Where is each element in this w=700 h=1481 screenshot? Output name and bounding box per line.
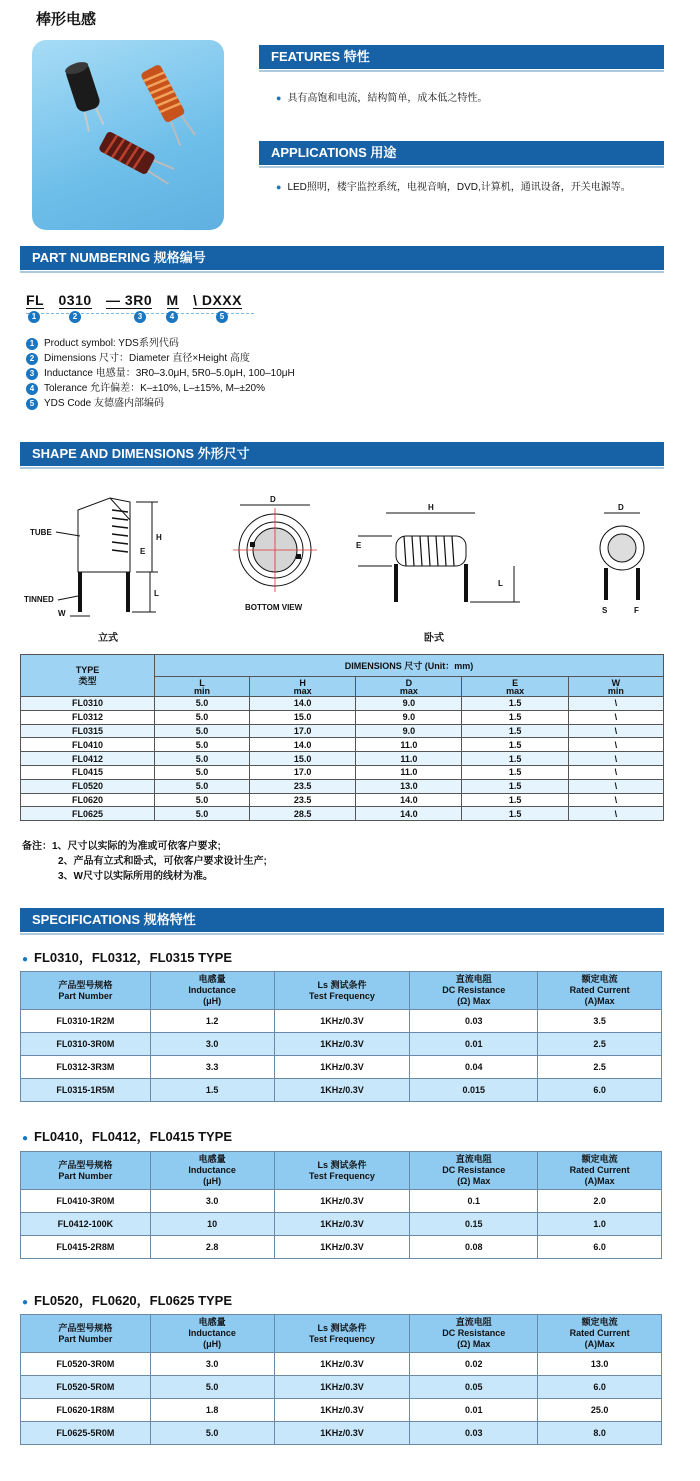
spec-header-line: 直流电阻 (455, 974, 492, 984)
dimension-row (21, 752, 664, 766)
spec-header-line: (Ω) Max (457, 1339, 491, 1349)
shape-header: SHAPE AND DIMENSIONS 外形尺寸 (20, 442, 664, 466)
pn-legend-number: 4 (26, 383, 38, 395)
col-sub: min (607, 685, 624, 696)
spec-part-number-cell: FL0412-100K (21, 1213, 151, 1236)
spec-value-cell: 6.0 (538, 1079, 662, 1102)
spec-value-cell: 1KHz/0.3V (274, 1399, 410, 1422)
pn-legend-number: 3 (26, 368, 38, 380)
spec-value-cell: 1KHz/0.3V (274, 1353, 410, 1376)
spec-value-cell: 1KHz/0.3V (274, 1010, 410, 1033)
spec-column-header (150, 1315, 274, 1353)
dimension-value-cell: 1.5 (462, 807, 568, 821)
col-name: L (199, 677, 205, 688)
l-label-vertical: L (154, 589, 159, 598)
spec-header-line: Rated Current (569, 1328, 630, 1338)
dimension-value-cell: 11.0 (356, 752, 462, 766)
spec-value-cell: 0.1 (410, 1190, 538, 1213)
dimension-type-cell: FL0315 (21, 724, 155, 738)
h-label-vertical: H (156, 533, 162, 542)
spec-value-cell: 1.5 (150, 1079, 274, 1102)
dimension-value-cell: \ (568, 793, 663, 807)
dimension-value-cell: 1.5 (462, 738, 568, 752)
dimension-type-cell: FL0415 (21, 765, 155, 779)
spec-column-header (410, 1152, 538, 1190)
spec-header-line: 额定电流 (581, 974, 618, 984)
spec-value-cell: 3.0 (150, 1353, 274, 1376)
spec-column-header (538, 972, 662, 1010)
spec-value-cell: 13.0 (538, 1353, 662, 1376)
features-text: ● 具有高饱和电流，結构简单，成本低之特性。 (276, 89, 487, 104)
dimension-value-cell: 1.5 (462, 793, 568, 807)
vertical-caption: 立式 (98, 633, 118, 644)
spec-group-title: ● FL0410，FL0412，FL0415 TYPE (22, 1126, 232, 1145)
spec-column-header (274, 972, 410, 1010)
spec-table (20, 1151, 662, 1259)
spec-value-cell: 1KHz/0.3V (274, 1190, 410, 1213)
note-line: 3、W尺寸以实际所用的线材为准。 (58, 871, 213, 882)
dimension-value-cell: 5.0 (155, 765, 250, 779)
inductor-photo-image (32, 40, 224, 230)
spec-header-line: 直流电阻 (455, 1317, 492, 1327)
spec-header-line: (μH) (203, 1176, 222, 1186)
type-header (21, 655, 155, 697)
spec-value-cell: 6.0 (538, 1236, 662, 1259)
dimensions-table (20, 654, 664, 821)
dimension-value-cell: 5.0 (155, 724, 250, 738)
dimension-value-cell: 15.0 (250, 710, 356, 724)
dimension-type-cell: FL0310 (21, 697, 155, 711)
dimension-value-cell: 17.0 (250, 724, 356, 738)
spec-header-line: 电感量 (198, 1317, 226, 1327)
spec-row (21, 1376, 662, 1399)
dimension-value-cell: 1.5 (462, 724, 568, 738)
spec-value-cell: 0.08 (410, 1236, 538, 1259)
dimension-value-cell: 1.5 (462, 765, 568, 779)
spec-part-number-cell: FL0520-5R0M (21, 1376, 151, 1399)
dimension-value-cell: 5.0 (155, 779, 250, 793)
spec-value-cell: 0.015 (410, 1079, 538, 1102)
spec-header-line: 电感量 (198, 1154, 226, 1164)
col-header-e (462, 677, 568, 697)
spec-header-line: Inductance (188, 1165, 236, 1175)
spec-header-line: Inductance (188, 985, 236, 995)
spec-value-cell: 1KHz/0.3V (274, 1236, 410, 1259)
spec-part-number-cell: FL0625-5R0M (21, 1422, 151, 1445)
dimension-value-cell: 1.5 (462, 779, 568, 793)
spec-header-line: 额定电流 (581, 1154, 618, 1164)
pn-legend-text: Product symbol: YDS系列代码 (44, 338, 179, 349)
dimension-row (21, 710, 664, 724)
pn-code-segment-5: \ DXXX (193, 292, 242, 308)
spec-header-line: 直流电阻 (455, 1154, 492, 1164)
spec-value-cell: 1KHz/0.3V (274, 1033, 410, 1056)
dimension-type-cell: FL0410 (21, 738, 155, 752)
bottom-view-label: BOTTOM VIEW (245, 603, 303, 612)
dimension-value-cell: 9.0 (356, 710, 462, 724)
spec-header-line: Part Number (58, 1333, 113, 1344)
spec-value-cell: 0.03 (410, 1010, 538, 1033)
pn-number-2: 2 (69, 311, 81, 323)
spec-column-header (21, 972, 151, 1010)
dimension-value-cell: 5.0 (155, 793, 250, 807)
spec-column-header (274, 1152, 410, 1190)
spec-column-header (150, 1152, 274, 1190)
spec-value-cell: 2.5 (538, 1056, 662, 1079)
dimension-value-cell: \ (568, 724, 663, 738)
dimension-type-cell: FL0312 (21, 710, 155, 724)
dimension-value-cell: 5.0 (155, 807, 250, 821)
pn-legend-text: Tolerance 允许偏差：K–±10%, L–±15%, M–±20% (44, 383, 266, 394)
dimension-value-cell: 14.0 (250, 738, 356, 752)
spec-value-cell: 10 (150, 1213, 274, 1236)
dimension-value-cell: 11.0 (356, 765, 462, 779)
dimension-value-cell: 1.5 (462, 710, 568, 724)
spec-part-number-cell: FL0620-1R8M (21, 1399, 151, 1422)
dimension-value-cell: 15.0 (250, 752, 356, 766)
col-name: D (405, 677, 413, 688)
d-label-side: D (618, 503, 624, 512)
spec-value-cell: 2.8 (150, 1236, 274, 1259)
pn-legend-text: Inductance 电感量：3R0–3.0μH, 5R0–5.0μH, 100–10μH (44, 368, 295, 379)
pn-code-segment-3: — 3R0 (106, 292, 153, 308)
spec-value-cell: 0.03 (410, 1422, 538, 1445)
spec-row (21, 1399, 662, 1422)
spec-row (21, 1236, 662, 1259)
spec-header-line: 产品型号规格 (58, 1159, 113, 1170)
dimension-row (21, 807, 664, 821)
dimension-value-cell: 14.0 (250, 697, 356, 711)
pn-legend-number: 5 (26, 398, 38, 410)
spec-table (20, 971, 662, 1102)
dimension-value-cell: \ (568, 807, 663, 821)
spec-group-title: ● FL0310，FL0312，FL0315 TYPE (22, 947, 232, 966)
spec-value-cell: 3.3 (150, 1056, 274, 1079)
spec-value-cell: 0.05 (410, 1376, 538, 1399)
dimension-value-cell: 5.0 (155, 697, 250, 711)
pn-number-4: 4 (166, 311, 178, 323)
pn-legend-text: YDS Code 友德盛内部编码 (44, 398, 165, 409)
dimension-value-cell: 9.0 (356, 724, 462, 738)
col-header-w (568, 677, 663, 697)
pn-legend-item (26, 366, 295, 381)
spec-column-header (538, 1152, 662, 1190)
spec-table (20, 1314, 662, 1445)
spec-header-line: Rated Current (569, 1165, 630, 1175)
dimension-value-cell: 11.0 (356, 738, 462, 752)
dimension-type-cell: FL0520 (21, 779, 155, 793)
dimension-value-cell: 23.5 (250, 779, 356, 793)
spec-row (21, 1353, 662, 1376)
spec-part-number-cell: FL0315-1R5M (21, 1079, 151, 1102)
spec-part-number-cell: FL0310-3R0M (21, 1033, 151, 1056)
col-name: W (611, 677, 621, 688)
spec-header-line: 额定电流 (581, 1317, 618, 1327)
spec-value-cell: 0.15 (410, 1213, 538, 1236)
spec-value-cell: 0.01 (410, 1033, 538, 1056)
spec-value-cell: 25.0 (538, 1399, 662, 1422)
pn-legend-text: Dimensions 尺寸：Diameter 直径×Height 高度 (44, 353, 250, 364)
pn-code-segment-1: FL (26, 292, 45, 308)
spec-value-cell: 1KHz/0.3V (274, 1376, 410, 1399)
w-label: W (58, 609, 66, 618)
spec-value-cell: 2.0 (538, 1190, 662, 1213)
pn-legend-number: 1 (26, 338, 38, 350)
spec-header-line: DC Resistance (442, 1328, 506, 1338)
spec-column-header (410, 1315, 538, 1353)
dimension-value-cell: \ (568, 752, 663, 766)
product-photo (32, 40, 224, 230)
spec-header-line: DC Resistance (442, 985, 506, 995)
dimension-row (21, 697, 664, 711)
dimension-type-cell: FL0625 (21, 807, 155, 821)
dimension-row (21, 738, 664, 752)
spec-header-line: 电感量 (198, 974, 226, 984)
spec-value-cell: 1KHz/0.3V (274, 1213, 410, 1236)
part-numbering-header: PART NUMBERING 规格编号 (20, 246, 664, 270)
spec-value-cell: 1KHz/0.3V (274, 1422, 410, 1445)
applications-text: ● LED照明，楼宇监控系统，电视音响，DVD,计算机，通讯设备，开关电源等。 (276, 178, 631, 193)
spec-row (21, 1190, 662, 1213)
dimension-value-cell: 1.5 (462, 752, 568, 766)
spec-row (21, 1010, 662, 1033)
spec-header-line: Ls 测试条件 (317, 979, 367, 990)
col-name: H (299, 677, 306, 688)
note-line: 2、产品有立式和卧式，可依客户要求设计生产; (58, 856, 267, 867)
l-label-horizontal: L (498, 579, 503, 588)
dimension-row (21, 793, 664, 807)
col-sub: max (293, 685, 312, 696)
spec-header-line: 产品型号规格 (58, 1322, 113, 1333)
pn-legend-item (26, 396, 295, 411)
s-label: S (602, 606, 608, 615)
col-name: E (512, 677, 519, 688)
dimension-row (21, 779, 664, 793)
dimensions-table-body (21, 697, 664, 821)
spec-column-header (538, 1315, 662, 1353)
spec-header-line: (A)Max (584, 1176, 615, 1186)
spec-header-line: (A)Max (584, 996, 615, 1006)
spec-header-line: Rated Current (569, 985, 630, 995)
spec-header-line: DC Resistance (442, 1165, 506, 1175)
spec-column-header (21, 1152, 151, 1190)
dimension-drawings (20, 480, 680, 640)
dimension-type-cell: FL0620 (21, 793, 155, 807)
dimension-value-cell: 1.5 (462, 697, 568, 711)
type-header-cn: 类型 (78, 675, 97, 686)
spec-value-cell: 0.01 (410, 1399, 538, 1422)
pn-legend-item (26, 336, 295, 351)
spec-value-cell: 0.04 (410, 1056, 538, 1079)
spec-value-cell: 1.0 (538, 1213, 662, 1236)
spec-header-line: Part Number (58, 1170, 113, 1181)
spec-row (21, 1033, 662, 1056)
dimensions-group-header: DIMENSIONS 尺寸 (Unit：mm) (155, 655, 664, 677)
spec-row (21, 1079, 662, 1102)
f-label: F (634, 606, 639, 615)
spec-value-cell: 1.2 (150, 1010, 274, 1033)
tube-label: TUBE (30, 528, 52, 537)
pn-legend (26, 336, 295, 411)
notes (22, 839, 267, 884)
e-label-vertical: E (140, 547, 146, 556)
dimension-type-cell: FL0412 (21, 752, 155, 766)
spec-value-cell: 6.0 (538, 1376, 662, 1399)
spec-part-number-cell: FL0312-3R3M (21, 1056, 151, 1079)
spec-value-cell: 8.0 (538, 1422, 662, 1445)
spec-header-line: Test Frequency (309, 1170, 375, 1181)
spec-value-cell: 0.02 (410, 1353, 538, 1376)
spec-header-line: Part Number (58, 990, 113, 1001)
spec-group-title: ● FL0520，FL0620，FL0625 TYPE (22, 1290, 232, 1309)
dimension-value-cell: 14.0 (356, 793, 462, 807)
spec-header-line: Ls 测试条件 (317, 1322, 367, 1333)
col-sub: max (399, 685, 418, 696)
pn-legend-item (26, 351, 295, 366)
spec-header-line: (μH) (203, 1339, 222, 1349)
spec-value-cell: 3.0 (150, 1033, 274, 1056)
spec-column-header (410, 972, 538, 1010)
col-header-l (155, 677, 250, 697)
spec-part-number-cell: FL0520-3R0M (21, 1353, 151, 1376)
pn-legend-item (26, 381, 295, 396)
spec-value-cell: 1KHz/0.3V (274, 1056, 410, 1079)
spec-value-cell: 3.5 (538, 1010, 662, 1033)
dimension-value-cell: 28.5 (250, 807, 356, 821)
page-title: 棒形电感 (36, 11, 97, 28)
pn-number-5: 5 (216, 311, 228, 323)
type-header-en: TYPE (75, 664, 100, 675)
spec-part-number-cell: FL0415-2R8M (21, 1236, 151, 1259)
dimension-value-cell: 5.0 (155, 752, 250, 766)
dimension-row (21, 724, 664, 738)
pn-number-3: 3 (134, 311, 146, 323)
features-header: FEATURES 特性 (259, 45, 664, 69)
spec-header-line: (Ω) Max (457, 1176, 491, 1186)
dimension-value-cell: 5.0 (155, 738, 250, 752)
e-label-horizontal: E (356, 541, 362, 550)
dimension-value-cell: 17.0 (250, 765, 356, 779)
spec-header-line: Inductance (188, 1328, 236, 1338)
col-sub: max (506, 685, 525, 696)
spec-value-cell: 5.0 (150, 1422, 274, 1445)
dimension-row (21, 765, 664, 779)
spec-value-cell: 3.0 (150, 1190, 274, 1213)
specifications-header: SPECIFICATIONS 规格特性 (20, 908, 664, 932)
col-header-h (250, 677, 356, 697)
spec-header-line: (A)Max (584, 1339, 615, 1349)
pn-legend-number: 2 (26, 353, 38, 365)
spec-row (21, 1422, 662, 1445)
spec-header-line: 产品型号规格 (58, 979, 113, 990)
dimension-value-cell: \ (568, 765, 663, 779)
spec-row (21, 1213, 662, 1236)
spec-part-number-cell: FL0410-3R0M (21, 1190, 151, 1213)
dimension-value-cell: 5.0 (155, 710, 250, 724)
pn-number-1: 1 (28, 311, 40, 323)
col-sub: min (194, 685, 211, 696)
spec-header-line: (μH) (203, 996, 222, 1006)
spec-part-number-cell: FL0310-1R2M (21, 1010, 151, 1033)
spec-value-cell: 1.8 (150, 1399, 274, 1422)
spec-column-header (21, 1315, 151, 1353)
spec-value-cell: 2.5 (538, 1033, 662, 1056)
pn-code-segment-4: M (166, 292, 179, 308)
dimension-value-cell: 23.5 (250, 793, 356, 807)
dimension-value-cell: \ (568, 738, 663, 752)
note-line: 备注：1、尺寸以实际的为准或可依客户要求; (22, 841, 221, 852)
pn-code-segment-2: 0310 (58, 292, 92, 308)
dimension-value-cell: 9.0 (356, 697, 462, 711)
h-label-horizontal: H (428, 503, 434, 512)
spec-column-header (150, 972, 274, 1010)
dimension-value-cell: \ (568, 779, 663, 793)
horizontal-caption: 卧式 (424, 633, 444, 644)
spec-header-line: (Ω) Max (457, 996, 491, 1006)
spec-header-line: Test Frequency (309, 990, 375, 1001)
spec-header-line: Ls 测试条件 (317, 1159, 367, 1170)
spec-value-cell: 1KHz/0.3V (274, 1079, 410, 1102)
spec-header-line: Test Frequency (309, 1333, 375, 1344)
dimension-value-cell: 14.0 (356, 807, 462, 821)
spec-column-header (274, 1315, 410, 1353)
dimension-value-cell: \ (568, 710, 663, 724)
dimension-value-cell: \ (568, 697, 663, 711)
spec-row (21, 1056, 662, 1079)
spec-value-cell: 5.0 (150, 1376, 274, 1399)
dimension-value-cell: 13.0 (356, 779, 462, 793)
part-number-code (26, 292, 252, 309)
col-header-d (356, 677, 462, 697)
d-label-bottom: D (270, 495, 276, 504)
applications-header: APPLICATIONS 用途 (259, 141, 664, 165)
tinned-label: TINNED (24, 595, 54, 604)
